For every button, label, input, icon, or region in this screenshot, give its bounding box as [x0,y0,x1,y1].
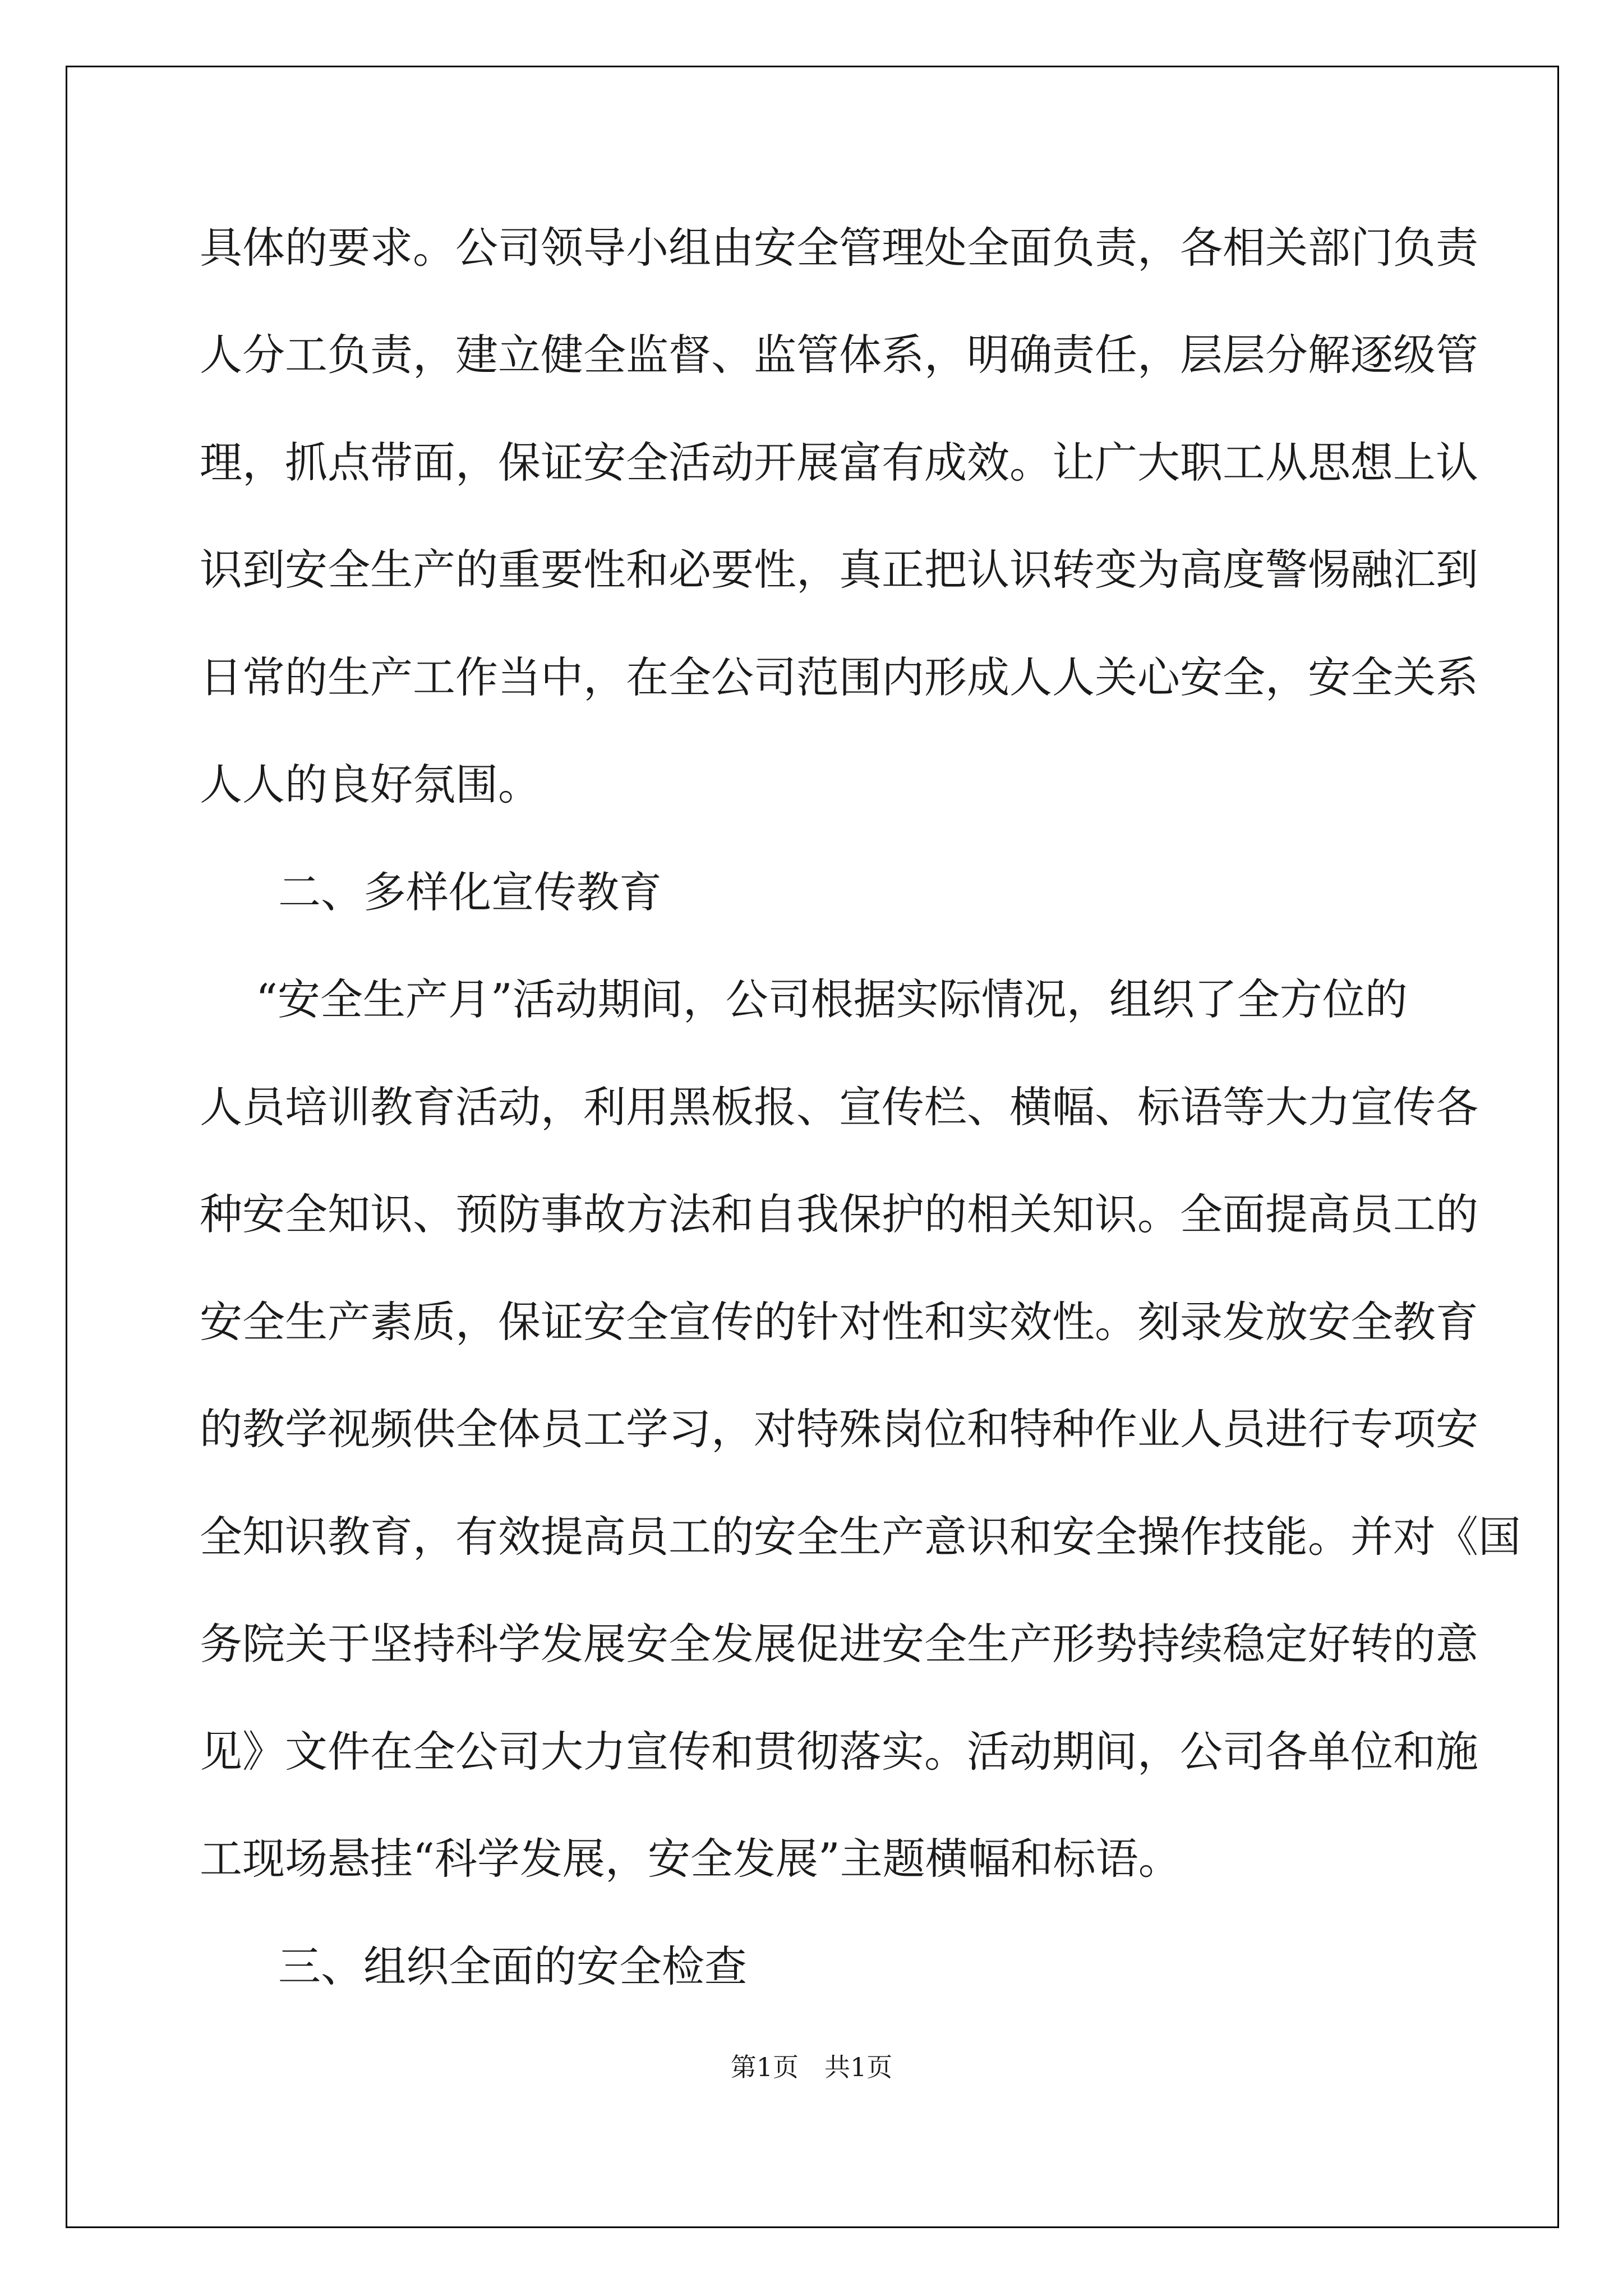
body-text-line: 全知识教育，有效提高员工的安全生产意识和安全操作技能。并对《国 [200,1512,1521,1562]
section-heading: 二、多样化宣传教育 [278,867,662,917]
body-text-line: 人分工负责，建立健全监督、监管体系，明确责任，层层分解逐级管 [200,330,1478,380]
page-footer: 第1页 共1页 [730,2052,893,2082]
body-text-line: 的教学视频供全体员工学习，对特殊岗位和特种作业人员进行专项安 [200,1404,1478,1454]
body-text-line: 识到安全生产的重要性和必要性，真正把认识转变为高度警惕融汇到 [200,545,1478,595]
section-heading: 三、组织全面的安全检查 [278,1941,747,1991]
body-text-line: 日常的生产工作当中，在全公司范围内形成人人关心安全，安全关系 [200,652,1478,702]
body-text-line: 见》文件在全公司大力宣传和贯彻落实。活动期间，公司各单位和施 [200,1727,1478,1777]
page-border [66,66,1559,2228]
body-text-line: “安全生产月”活动期间，公司根据实际情况，组织了全方位的 [256,974,1408,1024]
body-text-line: 人人的良好氛围。 [200,760,541,809]
body-text-line: 安全生产素质，保证安全宣传的针对性和实效性。刻录发放安全教育 [200,1297,1478,1347]
body-text-line: 理，抓点带面，保证安全活动开展富有成效。让广大职工从思想上认 [200,438,1478,487]
body-text-line: 种安全知识、预防事故方法和自我保护的相关知识。全面提高员工的 [200,1189,1478,1239]
body-text-line: 具体的要求。公司领导小组由安全管理处全面负责，各相关部门负责 [200,223,1478,273]
body-text-line: 人员培训教育活动，利用黑板报、宣传栏、横幅、标语等大力宣传各 [200,1082,1478,1132]
body-text-line: 工现场悬挂“科学发展，安全发展”主题横幅和标语。 [200,1834,1181,1884]
body-text-line: 务院关于坚持科学发展安全发展促进安全生产形势持续稳定好转的意 [200,1619,1478,1669]
